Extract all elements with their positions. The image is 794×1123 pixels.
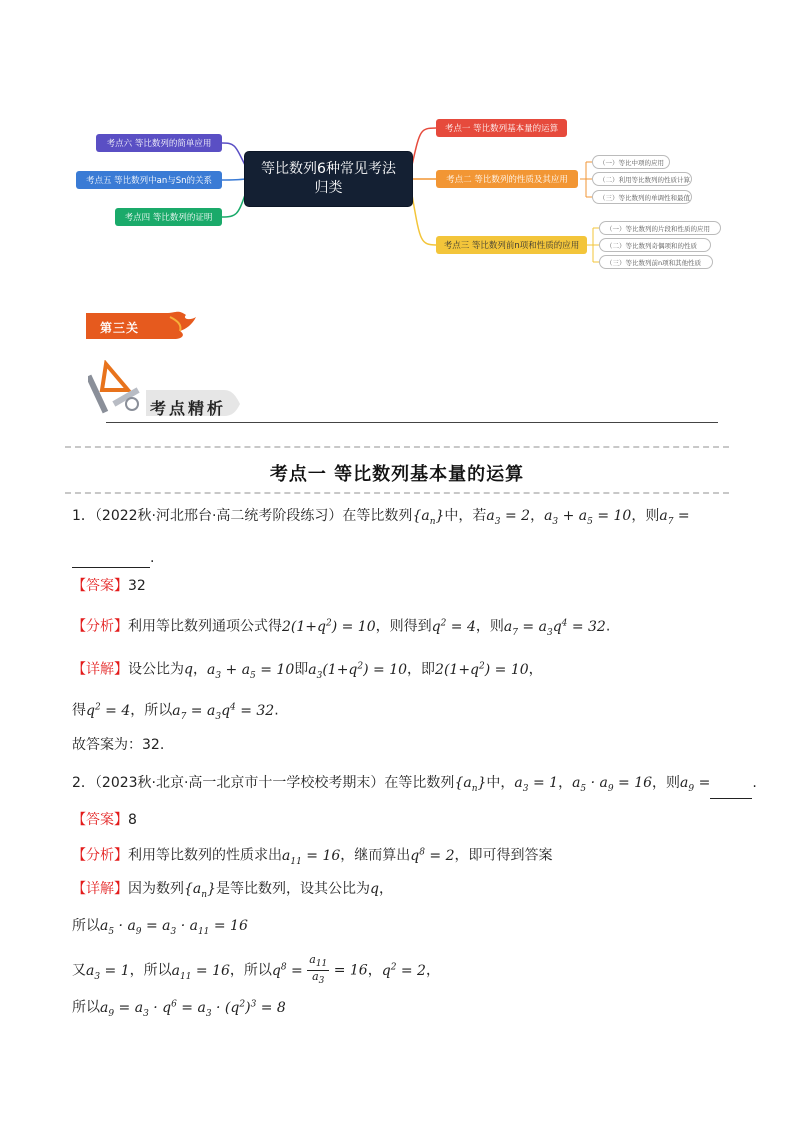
fraction: $\frac{a_{11}}{a_3}$ bbox=[309, 953, 328, 987]
leaf-k3-1: （一）等比数列的片段和性质的应用 bbox=[599, 221, 721, 235]
q2-detail-4: 所以$a_9 = a_3 \cdot q^6 = a_3 \cdot (q^2)^3 = 8$ bbox=[72, 999, 286, 1019]
q1-answer-value: 32 bbox=[128, 578, 146, 594]
mind-map bbox=[0, 0, 794, 290]
section-banner-text: 考点精析 bbox=[150, 399, 227, 418]
q1-analysis: 【分析】利用等比数列通项公式得$2(1+q^2) = 10$，则得到$q^2 = 4$，则$a_7 = a_3q^4 = 32$. bbox=[72, 618, 611, 638]
q2-stem: 2．（2023秋·北京·高一北京市十一学校校考期末）在等比数列$\{a_n\}$中，$a_3 = 1$，$a_5 \cdot a_9 = 16$，则$a_9$ = . bbox=[72, 773, 757, 799]
center-title-line2: 归类 bbox=[314, 180, 343, 196]
ruler-tools-icon bbox=[88, 360, 148, 420]
q2-stem-text: 2．（2023秋·北京·高一北京市十一学校校考期末）在等比数列 bbox=[72, 775, 455, 791]
q1-blank: . bbox=[72, 548, 154, 568]
banner-underline bbox=[106, 422, 718, 423]
node-k6: 考点六 等比数列的简单应用 bbox=[96, 134, 222, 152]
q2-analysis: 【分析】利用等比数列的性质求出$a_{11} = 16$，继而算出$q^8 = 2$，即可得到答案 bbox=[72, 847, 553, 867]
analysis-label: 【分析】 bbox=[72, 618, 128, 635]
section-title: 考点一 等比数列基本量的运算 bbox=[269, 464, 525, 485]
answer-label: 【答案】 bbox=[72, 578, 128, 594]
node-k4: 考点四 等比数列的证明 bbox=[115, 208, 222, 226]
node-k5: 考点五 等比数列中an与Sn的关系 bbox=[76, 171, 222, 189]
divider-bottom bbox=[65, 492, 729, 494]
q2-detail-3: 又$a_3 = 1$，所以$a_{11} = 16$，所以$q^8$ = $\frac{a_{11}}{a_3}$ = 16，$q^2 = 2$， bbox=[72, 953, 440, 987]
leaf-k3-2: （二）等比数列奇偶项和的性质 bbox=[599, 238, 711, 252]
node-k1: 考点一 等比数列基本量的运算 bbox=[436, 119, 567, 137]
q1-stem-text: 1．（2022秋·河北邢台·高二统考阶段练习）在等比数列 bbox=[72, 508, 413, 524]
node-k2: 考点二 等比数列的性质及其应用 bbox=[436, 170, 578, 188]
center-title-line1: 等比数列6种常见考法 bbox=[261, 161, 396, 177]
leaf-k2-1: （一）等比中项的应用 bbox=[592, 155, 670, 169]
q2-detail-2: 所以$a_5 \cdot a_9 = a_3 \cdot a_{11} = 16$ bbox=[72, 918, 248, 937]
mind-map-center bbox=[245, 152, 412, 206]
level-banner-text: 第三关 bbox=[100, 321, 140, 335]
detail-label-2: 【详解】 bbox=[72, 881, 128, 897]
leaf-k2-2: （二）利用等比数列的性质计算 bbox=[592, 172, 692, 186]
detail-label: 【详解】 bbox=[72, 661, 128, 678]
analysis-label-2: 【分析】 bbox=[72, 847, 128, 864]
q1-stem: 1．（2022秋·河北邢台·高二统考阶段练习）在等比数列$\{a_n\}$中，若$a_3 = 2$，$a_3 + a_5 = 10$，则$a_7$ = bbox=[72, 508, 690, 527]
q1-detail-2: 得$q^2 = 4$，所以$a_7 = a_3q^4 = 32$. bbox=[72, 702, 279, 722]
leaf-k2-3: （三）等比数列的单调性和最值 bbox=[592, 190, 692, 204]
q2-detail: 【详解】因为数列$\{a_n\}$是等比数列，设其公比为q， bbox=[72, 881, 393, 900]
leaf-k3-3: （三）等比数列前n项和其他性质 bbox=[599, 255, 713, 269]
q1-detail: 【详解】设公比为q，$a_3 + a_5 = 10$即$a_3(1+q^2) = 10$，即$2(1+q^2) = 10$， bbox=[72, 661, 543, 681]
q1-final: 故答案为：32. bbox=[72, 737, 165, 753]
q1-answer bbox=[72, 576, 146, 596]
divider-top bbox=[65, 446, 729, 448]
node-k3: 考点三 等比数列前n项和性质的应用 bbox=[436, 236, 587, 254]
q2-answer-value: 8 bbox=[128, 812, 137, 828]
answer-label-2: 【答案】 bbox=[72, 812, 128, 828]
q2-answer bbox=[72, 810, 137, 830]
